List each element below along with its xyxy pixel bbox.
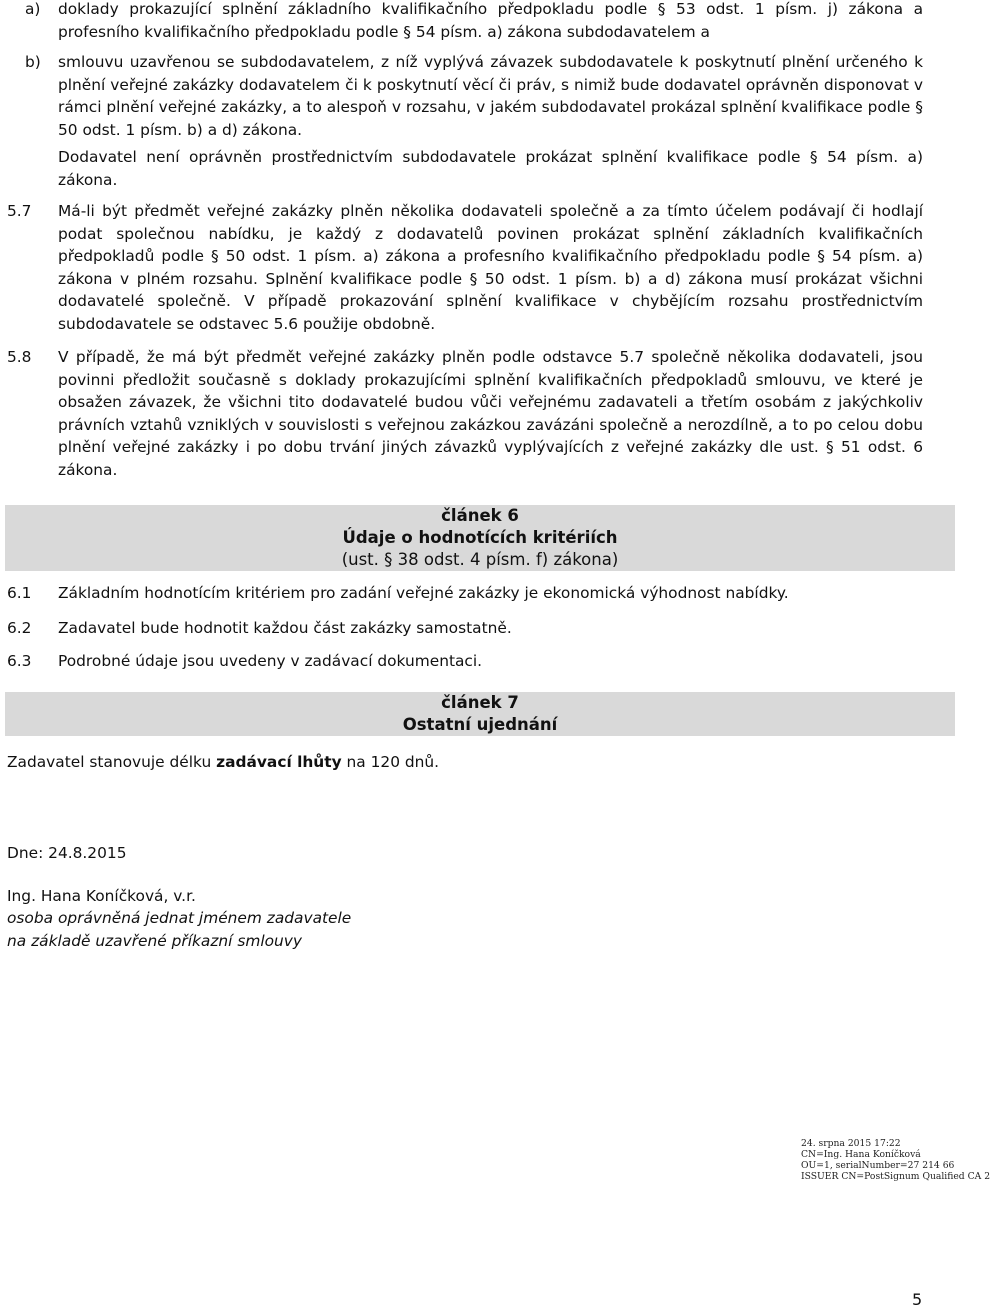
date-line: Dne: 24.8.2015: [7, 844, 127, 862]
signature-timestamp: 24. srpna 2015 17:22: [801, 1138, 901, 1149]
bid-validity-sentence: [7, 751, 907, 774]
list-label: a): [25, 0, 41, 18]
clause-text: V případě, že má být předmět veřejné zakázky plněn podle odstavce 5.7 společně několika dodavateli, jsou povinni předložit současně s doklady prokazujícími splnění kvalifikačních předpokladů smlouvu, ve které je obsažen závazek, že všichni tito dodavatelé budou vůči veřejnému zadavateli a třetím osobám z jakýchkoliv právních vztahů vzniklých v souvislosti s veřejnou zakázkou zavázáni společně a nerozdílně, a to po celou dobu plnění veřejné zakázky i po dobu trvání jiných závazků vyplývajících z veřejné zakázky dle ust. § 51 odst. 6 zákona.: [58, 348, 923, 479]
clause-number: 6.1: [7, 584, 32, 602]
signature-cn: CN=Ing. Hana Koníčková: [801, 1149, 921, 1160]
electronic-signature-stamp: [801, 1138, 990, 1182]
list-item-a: [25, 0, 923, 43]
page-number: 5: [912, 1290, 923, 1309]
clause-5-8: [7, 346, 923, 482]
signatory-name: Ing. Hana Koníčková, v.r.: [7, 887, 196, 905]
clause-6-2: [7, 617, 923, 640]
clause-number: 6.2: [7, 619, 32, 637]
article-7-header: [5, 692, 955, 736]
sentence-start: Zadavatel stanovuje délku: [7, 753, 217, 771]
signature-ou: OU=1, serialNumber=27 214 66: [801, 1160, 955, 1171]
clause-6-1: [7, 582, 923, 605]
clause-text: Podrobné údaje jsou uvedeny v zadávací dokumentaci.: [58, 652, 483, 670]
clause-number: 6.3: [7, 652, 32, 670]
clause-number: 5.7: [7, 202, 32, 220]
clause-6-3: [7, 650, 923, 673]
article-title: Ostatní ujednání: [402, 715, 558, 734]
clause-5-7: [7, 200, 923, 336]
signature-issuer: ISSUER CN=PostSignum Qualified CA 2: [801, 1171, 990, 1182]
list-text: doklady prokazující splnění základního kvalifikačního předpokladu podle § 53 odst. 1 písm. j) zákona a profesního kvalifikačního předpokladu podle § 54 písm. a) zákona subdodavatelem a: [58, 0, 923, 41]
signatory-mandate: na základě uzavřené příkazní smlouvy: [7, 932, 303, 950]
sentence-end: na 120 dnů.: [341, 753, 440, 771]
list-label: b): [25, 53, 41, 71]
article-6-header: [5, 505, 955, 571]
article-title: Údaje o hodnotících kritériích: [342, 528, 618, 547]
article-number: článek 7: [441, 693, 519, 712]
clause-text: Zadavatel bude hodnotit každou část zakázky samostatně.: [58, 619, 512, 637]
clause-text: Má-li být předmět veřejné zakázky plněn několika dodavateli společně a za tímto účelem podávají či hodlají podat společnou nabídku, je každý z dodavatelů povinen prokázat splnění základních kvalifikačních předpokladů podle § 50 odst. 1 písm. a) zákona a profesního kvalifikačního předpokladu podle § 54 písm. a) zákona v plném rozsahu. Splnění kvalifikace podle § 50 odst. 1 písm. b) a d) zákona musí prokázat všichni dodavatelé společně. V případě prokazování splnění kvalifikace v chybějícím rozsahu prostřednictvím subdodavatele se odstavec 5.6 použije obdobně.: [58, 202, 923, 333]
article-number: článek 6: [441, 506, 519, 525]
list-text: smlouvu uzavřenou se subdodavatelem, z níž vyplývá závazek subdodavatele k poskytnutí plnění určeného k plnění veřejné zakázky dodavatelem či k poskytnutí věcí či práv, s nimiž bude dodavatel oprávněn disponovat v rámci plnění veřejné zakázky, a to alespoň v rozsahu, v jakém subdodavatel prokázal splnění kvalifikace podle § 50 odst. 1 písm. b) a d) zákona.: [58, 53, 923, 139]
article-reference: (ust. § 38 odst. 4 písm. f) zákona): [341, 550, 619, 569]
list-item-b: [25, 51, 923, 141]
note-paragraph: Dodavatel není oprávněn prostřednictvím subdodavatele prokázat splnění kvalifikace podle § 54 písm. a) zákona.: [58, 148, 923, 189]
clause-number: 5.8: [7, 348, 32, 366]
clause-text: Základním hodnotícím kritériem pro zadání veřejné zakázky je ekonomická výhodnost nabídky.: [58, 584, 789, 602]
sentence-bold: zadávací lhůty: [216, 753, 342, 771]
signatory-role: osoba oprávněná jednat jménem zadavatele: [7, 909, 352, 927]
